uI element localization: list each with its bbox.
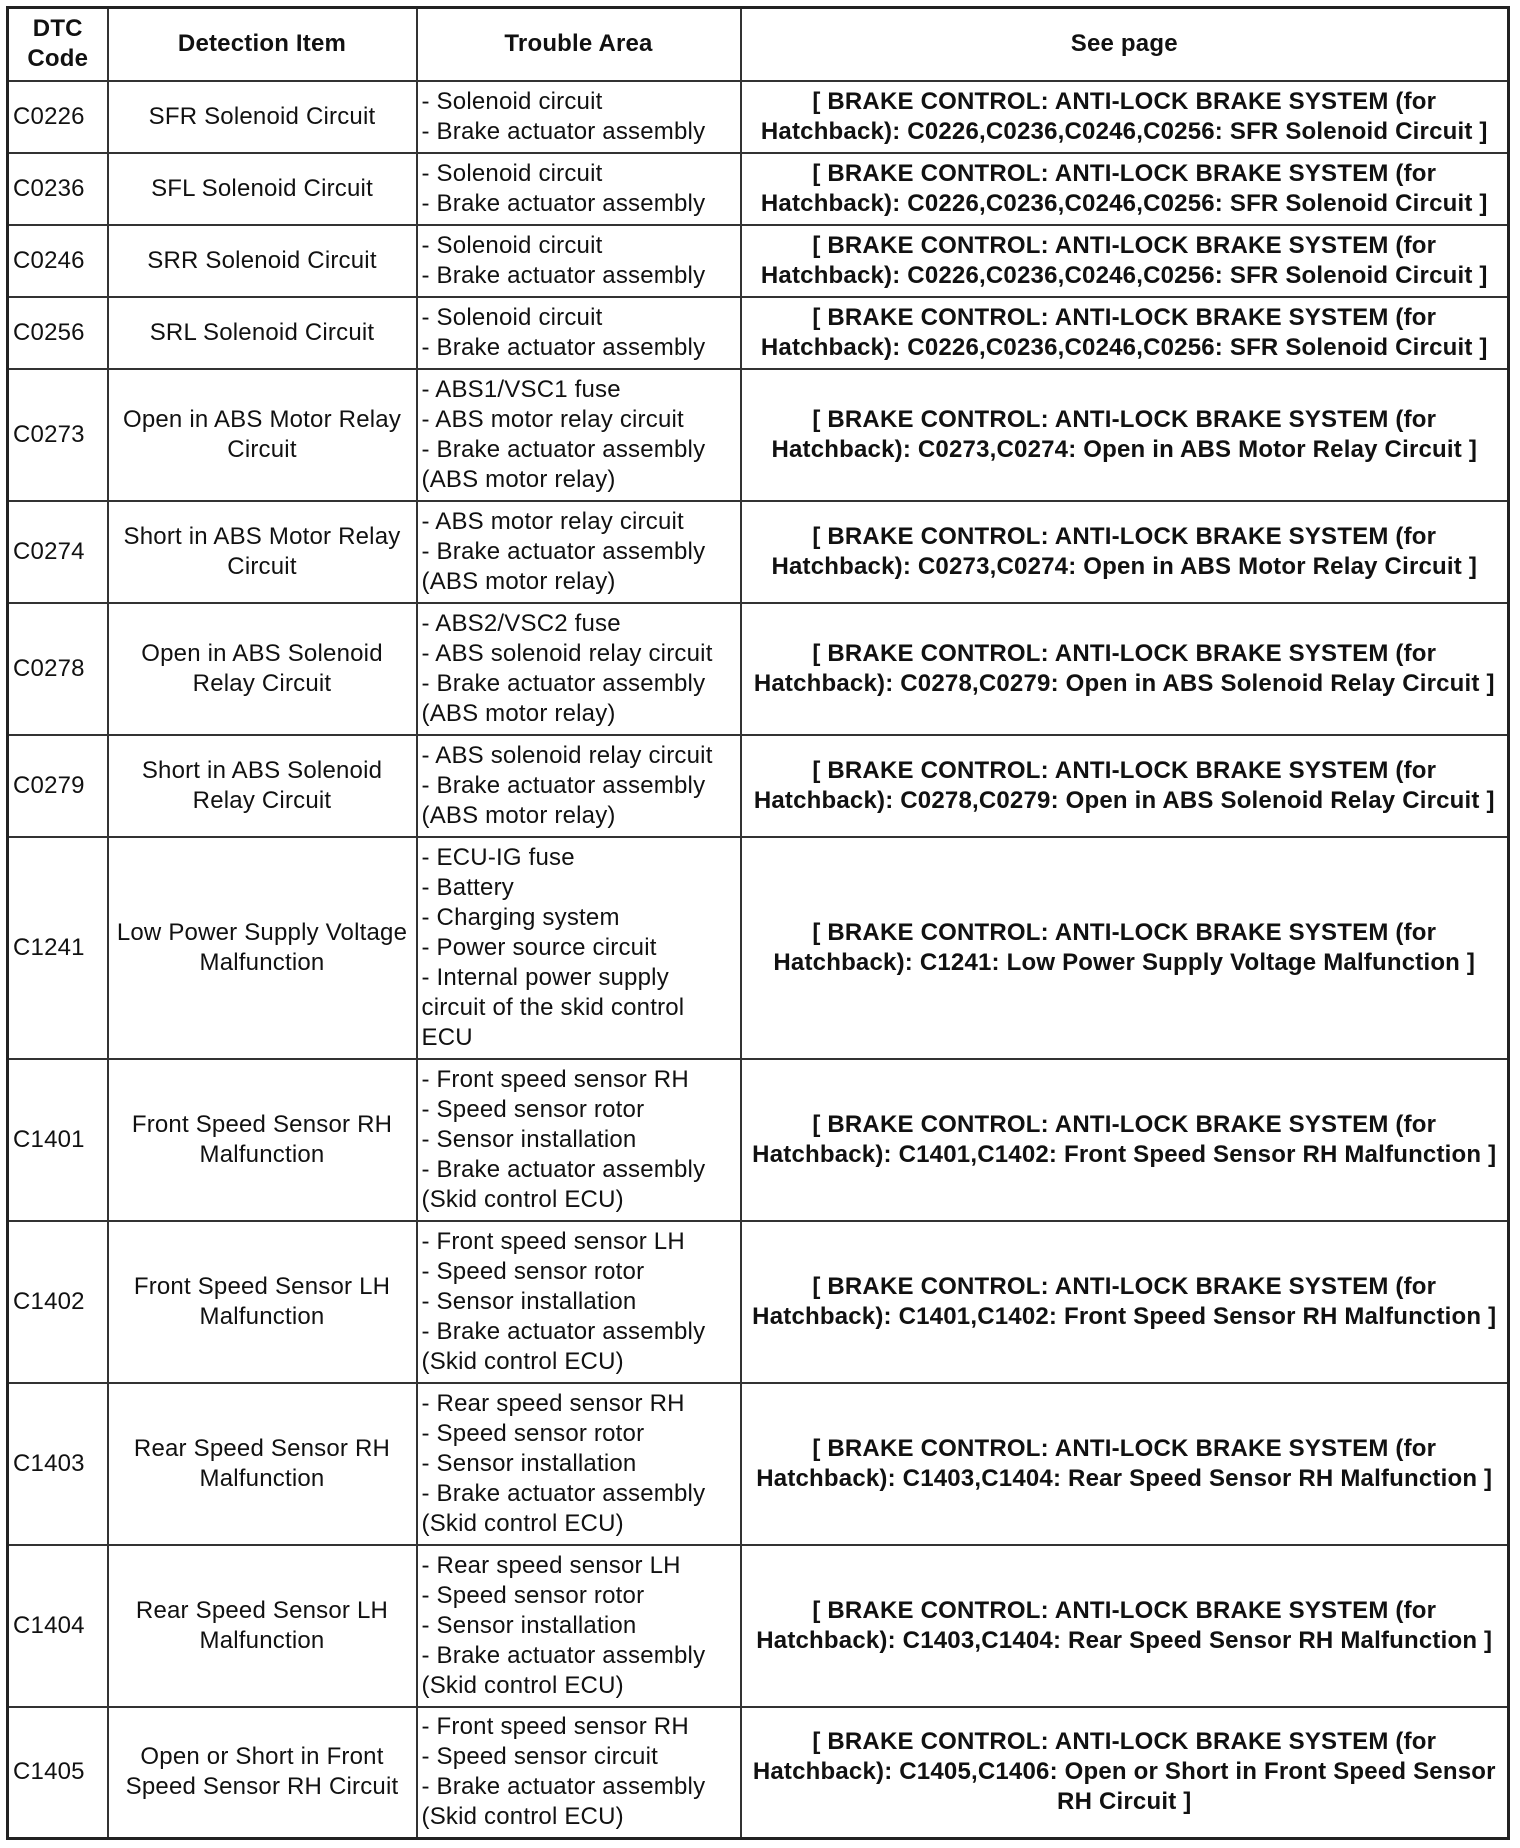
dtc-code-cell: C1401 <box>8 1059 108 1221</box>
dtc-code-cell: C1402 <box>8 1221 108 1383</box>
trouble-area-cell: - Rear speed sensor RH - Speed sensor rotor - Sensor installation - Brake actuator assembly (Skid control ECU) <box>417 1383 741 1545</box>
detection-item-cell: Front Speed Sensor RH Malfunction <box>108 1059 417 1221</box>
trouble-area-cell: - ABS motor relay circuit - Brake actuator assembly (ABS motor relay) <box>417 501 741 603</box>
table-row <box>8 297 1509 369</box>
table-row <box>8 501 1509 603</box>
detection-item-cell: Front Speed Sensor LH Malfunction <box>108 1221 417 1383</box>
table-row <box>8 603 1509 735</box>
table-row <box>8 1059 1509 1221</box>
header-detection-item: Detection Item <box>108 8 417 81</box>
trouble-area-cell: - Front speed sensor LH - Speed sensor rotor - Sensor installation - Brake actuator assembly (Skid control ECU) <box>417 1221 741 1383</box>
detection-item-cell: SRL Solenoid Circuit <box>108 297 417 369</box>
table-row <box>8 1707 1509 1839</box>
table-row <box>8 837 1509 1059</box>
trouble-area-cell: - Front speed sensor RH - Speed sensor rotor - Sensor installation - Brake actuator assembly (Skid control ECU) <box>417 1059 741 1221</box>
dtc-code-cell: C0246 <box>8 225 108 297</box>
detection-item-cell: Open in ABS Motor Relay Circuit <box>108 369 417 501</box>
trouble-area-cell: - Rear speed sensor LH - Speed sensor rotor - Sensor installation - Brake actuator assembly (Skid control ECU) <box>417 1545 741 1707</box>
detection-item-cell: Low Power Supply Voltage Malfunction <box>108 837 417 1059</box>
table-row <box>8 369 1509 501</box>
table-row <box>8 153 1509 225</box>
table-row <box>8 735 1509 837</box>
header-row <box>8 8 1509 81</box>
detection-item-cell: SFR Solenoid Circuit <box>108 81 417 153</box>
dtc-code-cell: C0274 <box>8 501 108 603</box>
table-row <box>8 225 1509 297</box>
detection-item-cell: SFL Solenoid Circuit <box>108 153 417 225</box>
table-row <box>8 1545 1509 1707</box>
detection-item-cell: Open in ABS Solenoid Relay Circuit <box>108 603 417 735</box>
detection-item-cell: SRR Solenoid Circuit <box>108 225 417 297</box>
dtc-code-cell: C0279 <box>8 735 108 837</box>
dtc-code-cell: C1241 <box>8 837 108 1059</box>
trouble-area-cell: - ABS2/VSC2 fuse - ABS solenoid relay circuit - Brake actuator assembly (ABS motor relay) <box>417 603 741 735</box>
see-page-link[interactable]: [ BRAKE CONTROL: ANTI-LOCK BRAKE SYSTEM (for Hatchback): C0226,C0236,C0246,C0256: SFR Solenoid Circuit ] <box>741 297 1509 369</box>
see-page-link[interactable]: [ BRAKE CONTROL: ANTI-LOCK BRAKE SYSTEM (for Hatchback): C1241: Low Power Supply Voltage Malfunction ] <box>741 837 1509 1059</box>
see-page-link[interactable]: [ BRAKE CONTROL: ANTI-LOCK BRAKE SYSTEM (for Hatchback): C1401,C1402: Front Speed Sensor RH Malfunction ] <box>741 1221 1509 1383</box>
see-page-link[interactable]: [ BRAKE CONTROL: ANTI-LOCK BRAKE SYSTEM (for Hatchback): C1403,C1404: Rear Speed Sensor RH Malfunction ] <box>741 1383 1509 1545</box>
see-page-link[interactable]: [ BRAKE CONTROL: ANTI-LOCK BRAKE SYSTEM (for Hatchback): C0278,C0279: Open in ABS Solenoid Relay Circuit ] <box>741 735 1509 837</box>
table-row <box>8 1383 1509 1545</box>
see-page-link[interactable]: [ BRAKE CONTROL: ANTI-LOCK BRAKE SYSTEM (for Hatchback): C1403,C1404: Rear Speed Sensor RH Malfunction ] <box>741 1545 1509 1707</box>
dtc-code-cell: C1403 <box>8 1383 108 1545</box>
table-row <box>8 1221 1509 1383</box>
detection-item-cell: Open or Short in Front Speed Sensor RH Circuit <box>108 1707 417 1839</box>
dtc-code-cell: C0226 <box>8 81 108 153</box>
trouble-area-cell: - Solenoid circuit - Brake actuator assembly <box>417 153 741 225</box>
header-trouble-area: Trouble Area <box>417 8 741 81</box>
header-dtc-code-line2: Code <box>27 45 89 73</box>
dtc-code-cell: C0236 <box>8 153 108 225</box>
trouble-area-cell: - ABS solenoid relay circuit - Brake actuator assembly (ABS motor relay) <box>417 735 741 837</box>
trouble-area-cell: - Solenoid circuit - Brake actuator assembly <box>417 81 741 153</box>
trouble-area-cell: - ECU-IG fuse - Battery - Charging system - Power source circuit - Internal power supply circuit of the skid control ECU <box>417 837 741 1059</box>
trouble-area-cell: - Solenoid circuit - Brake actuator assembly <box>417 297 741 369</box>
trouble-area-cell: - Front speed sensor RH - Speed sensor circuit - Brake actuator assembly (Skid control ECU) <box>417 1707 741 1839</box>
dtc-code-cell: C0256 <box>8 297 108 369</box>
detection-item-cell: Short in ABS Motor Relay Circuit <box>108 501 417 603</box>
see-page-link[interactable]: [ BRAKE CONTROL: ANTI-LOCK BRAKE SYSTEM (for Hatchback): C0278,C0279: Open in ABS Solenoid Relay Circuit ] <box>741 603 1509 735</box>
see-page-link[interactable]: [ BRAKE CONTROL: ANTI-LOCK BRAKE SYSTEM (for Hatchback): C1401,C1402: Front Speed Sensor RH Malfunction ] <box>741 1059 1509 1221</box>
table-row <box>8 81 1509 153</box>
dtc-code-cell: C0278 <box>8 603 108 735</box>
detection-item-cell: Short in ABS Solenoid Relay Circuit <box>108 735 417 837</box>
detection-item-cell: Rear Speed Sensor RH Malfunction <box>108 1383 417 1545</box>
dtc-code-cell: C1405 <box>8 1707 108 1839</box>
dtc-table <box>6 6 1510 1840</box>
header-dtc-code <box>8 8 108 81</box>
see-page-link[interactable]: [ BRAKE CONTROL: ANTI-LOCK BRAKE SYSTEM (for Hatchback): C0273,C0274: Open in ABS Motor Relay Circuit ] <box>741 501 1509 603</box>
dtc-code-cell: C1404 <box>8 1545 108 1707</box>
see-page-link[interactable]: [ BRAKE CONTROL: ANTI-LOCK BRAKE SYSTEM (for Hatchback): C0226,C0236,C0246,C0256: SFR Solenoid Circuit ] <box>741 225 1509 297</box>
dtc-code-cell: C0273 <box>8 369 108 501</box>
trouble-area-cell: - ABS1/VSC1 fuse - ABS motor relay circuit - Brake actuator assembly (ABS motor relay) <box>417 369 741 501</box>
header-dtc-code-line1: DTC <box>32 15 83 43</box>
see-page-link[interactable]: [ BRAKE CONTROL: ANTI-LOCK BRAKE SYSTEM (for Hatchback): C0273,C0274: Open in ABS Motor Relay Circuit ] <box>741 369 1509 501</box>
see-page-link[interactable]: [ BRAKE CONTROL: ANTI-LOCK BRAKE SYSTEM (for Hatchback): C1405,C1406: Open or Short in Front Speed Sensor RH Circuit ] <box>741 1707 1509 1839</box>
header-see-page: See page <box>741 8 1509 81</box>
see-page-link[interactable]: [ BRAKE CONTROL: ANTI-LOCK BRAKE SYSTEM (for Hatchback): C0226,C0236,C0246,C0256: SFR Solenoid Circuit ] <box>741 153 1509 225</box>
detection-item-cell: Rear Speed Sensor LH Malfunction <box>108 1545 417 1707</box>
trouble-area-cell: - Solenoid circuit - Brake actuator assembly <box>417 225 741 297</box>
see-page-link[interactable]: [ BRAKE CONTROL: ANTI-LOCK BRAKE SYSTEM (for Hatchback): C0226,C0236,C0246,C0256: SFR Solenoid Circuit ] <box>741 81 1509 153</box>
